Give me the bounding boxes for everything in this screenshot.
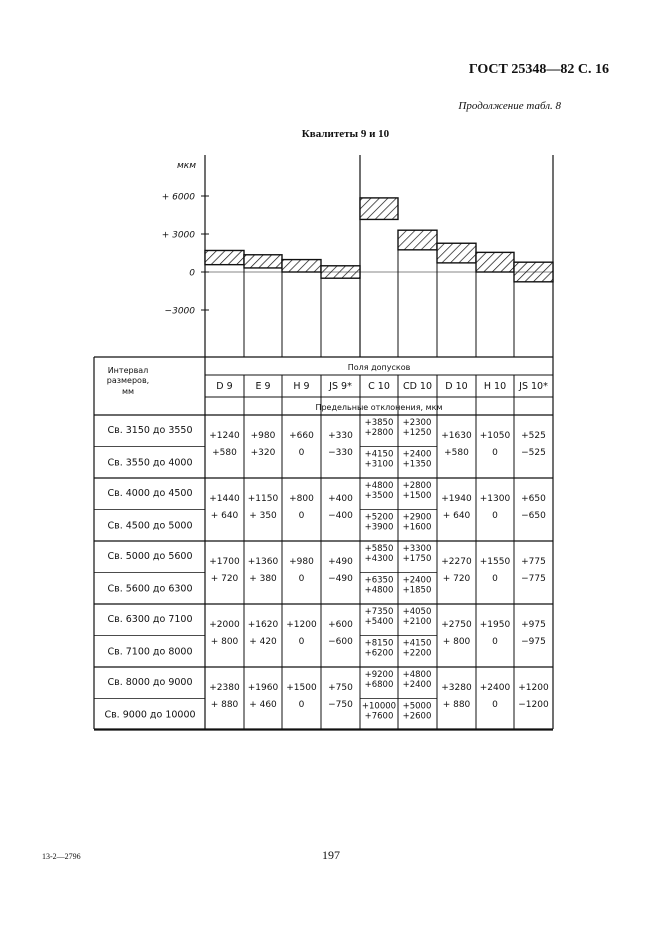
interval-cell: Св. 4500 до 5000 [107, 520, 193, 532]
upper-deviation-cell: +1500 [286, 683, 317, 693]
upper-deviation-cell: +2750 [441, 620, 472, 630]
interval-cell: Св. 3150 до 3550 [107, 425, 193, 436]
cd10-deviation-cell: +2100 [402, 617, 432, 627]
c10-deviation-cell: +2800 [364, 428, 394, 438]
c10-deviation-cell: +4800 [364, 481, 394, 491]
interval-cell: Св. 4000 до 4500 [107, 488, 193, 499]
tolerance-bar-h9 [282, 260, 321, 272]
cd10-deviation-cell: +2400 [402, 575, 432, 586]
upper-deviation-cell: +1940 [441, 494, 472, 504]
c10-deviation-cell: +3500 [364, 491, 394, 501]
upper-deviation-cell: +750 [328, 683, 353, 693]
c10-deviation-cell: +4800 [364, 585, 394, 596]
lower-deviation-cell: 0 [298, 448, 305, 458]
cd10-deviation-cell: +4800 [402, 670, 432, 680]
c10-deviation-cell: +6800 [364, 680, 394, 690]
tolerance-bar-e9 [244, 255, 282, 268]
column-label: D 10 [445, 381, 468, 392]
c10-deviation-cell: +9200 [364, 670, 394, 680]
column-label: H 10 [483, 381, 507, 392]
upper-deviation-cell: +600 [328, 620, 353, 630]
tolerance-bar-c10 [360, 198, 398, 220]
cd10-deviation-cell: +5000 [402, 701, 432, 712]
lower-deviation-cell: +580 [444, 448, 469, 458]
interval-header-line: размеров, [106, 376, 150, 385]
tolerance-bar-h10 [476, 252, 514, 272]
cd10-deviation-cell: +2200 [402, 648, 432, 659]
lower-deviation-cell: −330 [328, 448, 353, 458]
lower-deviation-cell: + 800 [210, 637, 239, 647]
lower-deviation-cell: + 720 [210, 574, 239, 584]
cd10-deviation-cell: +2800 [402, 481, 432, 491]
interval-cell: Св. 5000 до 5600 [107, 551, 193, 562]
upper-deviation-cell: +1050 [479, 431, 511, 441]
upper-deviation-cell: +800 [289, 494, 314, 504]
c10-deviation-cell: +6200 [364, 648, 394, 659]
upper-deviation-cell: +980 [289, 557, 314, 567]
lower-deviation-cell: −650 [521, 511, 546, 521]
lower-deviation-cell: −775 [521, 574, 546, 584]
tolerance-bar-d10 [437, 243, 476, 263]
lower-deviation-cell: 0 [298, 511, 305, 521]
interval-cell: Св. 7100 до 8000 [107, 646, 193, 658]
c10-deviation-cell: +4300 [364, 554, 394, 564]
cd10-deviation-cell: +2400 [402, 680, 432, 690]
c10-deviation-cell: +6350 [364, 575, 394, 586]
upper-deviation-cell: +1200 [286, 620, 317, 630]
upper-deviation-cell: +775 [521, 557, 546, 567]
upper-deviation-cell: +2380 [209, 683, 240, 693]
lower-deviation-cell: 0 [492, 448, 498, 458]
cd10-deviation-cell: +4150 [402, 638, 432, 649]
lower-deviation-cell: + 800 [442, 637, 471, 647]
cd10-deviation-cell: +1350 [402, 459, 432, 470]
upper-deviation-cell: +400 [328, 494, 353, 504]
c10-deviation-cell: +3850 [364, 418, 394, 428]
lower-deviation-cell: + 880 [442, 700, 471, 710]
interval-cell: Св. 3550 до 4000 [107, 457, 193, 469]
lower-deviation-cell: 0 [492, 511, 498, 521]
interval-cell: Св. 8000 до 9000 [107, 677, 193, 688]
upper-deviation-cell: +1360 [247, 557, 279, 567]
chart-caption: Квалитеты 9 и 10 [301, 128, 390, 140]
upper-deviation-cell: +660 [289, 431, 314, 441]
lower-deviation-cell: 0 [492, 574, 498, 584]
lower-deviation-cell: +580 [212, 448, 237, 458]
lower-deviation-cell: −750 [328, 700, 353, 710]
upper-deviation-cell: +650 [521, 494, 546, 504]
upper-deviation-cell: +1960 [247, 683, 279, 693]
lower-deviation-cell: −525 [521, 448, 546, 458]
column-label: JS 10* [519, 381, 548, 392]
column-label: C 10 [368, 381, 390, 392]
lower-deviation-cell: 0 [492, 700, 498, 710]
y-tick-label: 0 [189, 268, 195, 279]
cd10-deviation-cell: +1600 [402, 522, 432, 533]
lower-deviation-cell: 0 [298, 637, 305, 647]
footer-print-code: 13-2—2796 [42, 852, 81, 861]
lower-deviation-cell: + 420 [249, 637, 277, 647]
upper-deviation-cell: +980 [250, 431, 276, 441]
lower-deviation-cell: 0 [492, 637, 498, 647]
c10-deviation-cell: +3100 [364, 459, 394, 470]
deviations-header: Предельные отклонения, мкм [315, 403, 443, 412]
lower-deviation-cell: 0 [298, 700, 305, 710]
page-number: 197 [322, 848, 340, 862]
cd10-deviation-cell: +2400 [402, 449, 432, 460]
c10-deviation-cell: +4150 [364, 449, 394, 460]
lower-deviation-cell: + 380 [249, 574, 277, 584]
column-label: E 9 [255, 381, 271, 392]
c10-deviation-cell: +7600 [364, 711, 394, 722]
lower-deviation-cell: +320 [250, 448, 276, 458]
upper-deviation-cell: +490 [328, 557, 353, 567]
upper-deviation-cell: +330 [328, 431, 353, 441]
cd10-deviation-cell: +1500 [402, 491, 432, 501]
table-continuation-label: Продолжение табл. 8 [458, 100, 561, 112]
upper-deviation-cell: +1200 [518, 683, 549, 693]
upper-deviation-cell: +2270 [441, 557, 472, 567]
lower-deviation-cell: 0 [298, 574, 305, 584]
tolerance-bar-d9 [205, 250, 244, 264]
upper-deviation-cell: +1440 [209, 494, 240, 504]
lower-deviation-cell: + 460 [249, 700, 277, 710]
y-axis-label: мкм [176, 161, 196, 171]
interval-cell: Св. 6300 до 7100 [107, 614, 193, 625]
lower-deviation-cell: + 640 [210, 511, 239, 521]
cd10-deviation-cell: +1750 [402, 554, 432, 564]
lower-deviation-cell: + 640 [442, 511, 471, 521]
c10-deviation-cell: +5850 [364, 544, 394, 554]
interval-header-line: Интервал [107, 366, 149, 375]
upper-deviation-cell: +1700 [209, 557, 240, 567]
fields-header: Поля допусков [347, 363, 411, 372]
upper-deviation-cell: +2400 [479, 683, 511, 693]
c10-deviation-cell: +7350 [364, 607, 394, 617]
cd10-deviation-cell: +2900 [402, 512, 432, 523]
upper-deviation-cell: +3280 [441, 683, 472, 693]
cd10-deviation-cell: +3300 [402, 544, 432, 554]
chart-area [162, 155, 553, 357]
upper-deviation-cell: +1620 [247, 620, 279, 630]
upper-deviation-cell: +2000 [209, 620, 240, 630]
y-tick-label: −3000 [164, 306, 195, 317]
upper-deviation-cell: +525 [521, 431, 546, 441]
cd10-deviation-cell: +1850 [402, 585, 432, 596]
lower-deviation-cell: −490 [328, 574, 353, 584]
c10-deviation-cell: +8150 [364, 638, 394, 649]
interval-cell: Св. 9000 до 10000 [104, 709, 196, 721]
cd10-deviation-cell: +2600 [402, 711, 432, 722]
lower-deviation-cell: −400 [328, 511, 353, 521]
upper-deviation-cell: +1950 [479, 620, 511, 630]
cd10-deviation-cell: +2300 [402, 418, 432, 428]
lower-deviation-cell: −1200 [518, 700, 549, 710]
c10-deviation-cell: +5400 [364, 617, 394, 627]
document-header: ГОСТ 25348—82 С. 16 [468, 62, 609, 77]
column-label: JS 9* [329, 381, 352, 392]
c10-deviation-cell: +5200 [364, 512, 394, 523]
cd10-deviation-cell: +4050 [402, 607, 432, 617]
y-tick-label: + 3000 [161, 230, 195, 241]
lower-deviation-cell: −975 [521, 637, 546, 647]
column-label: H 9 [293, 381, 310, 392]
upper-deviation-cell: +1300 [479, 494, 511, 504]
column-label: CD 10 [402, 381, 433, 392]
upper-deviation-cell: +975 [521, 620, 546, 630]
interval-header-line: мм [121, 387, 135, 396]
lower-deviation-cell: + 880 [210, 700, 239, 710]
y-tick-label: + 6000 [161, 192, 195, 203]
interval-cell: Св. 5600 до 6300 [107, 583, 193, 595]
lower-deviation-cell: −600 [328, 637, 353, 647]
table-area [94, 357, 553, 730]
cd10-deviation-cell: +1250 [402, 428, 432, 438]
c10-deviation-cell: +10000 [361, 701, 397, 712]
upper-deviation-cell: +1150 [247, 494, 279, 504]
upper-deviation-cell: +1630 [441, 431, 472, 441]
lower-deviation-cell: + 350 [249, 511, 277, 521]
column-label: D 9 [216, 381, 233, 392]
lower-deviation-cell: + 720 [442, 574, 471, 584]
upper-deviation-cell: +1240 [209, 431, 240, 441]
upper-deviation-cell: +1550 [479, 557, 511, 567]
tolerance-bar-cd10 [398, 230, 437, 250]
c10-deviation-cell: +3900 [364, 522, 394, 533]
